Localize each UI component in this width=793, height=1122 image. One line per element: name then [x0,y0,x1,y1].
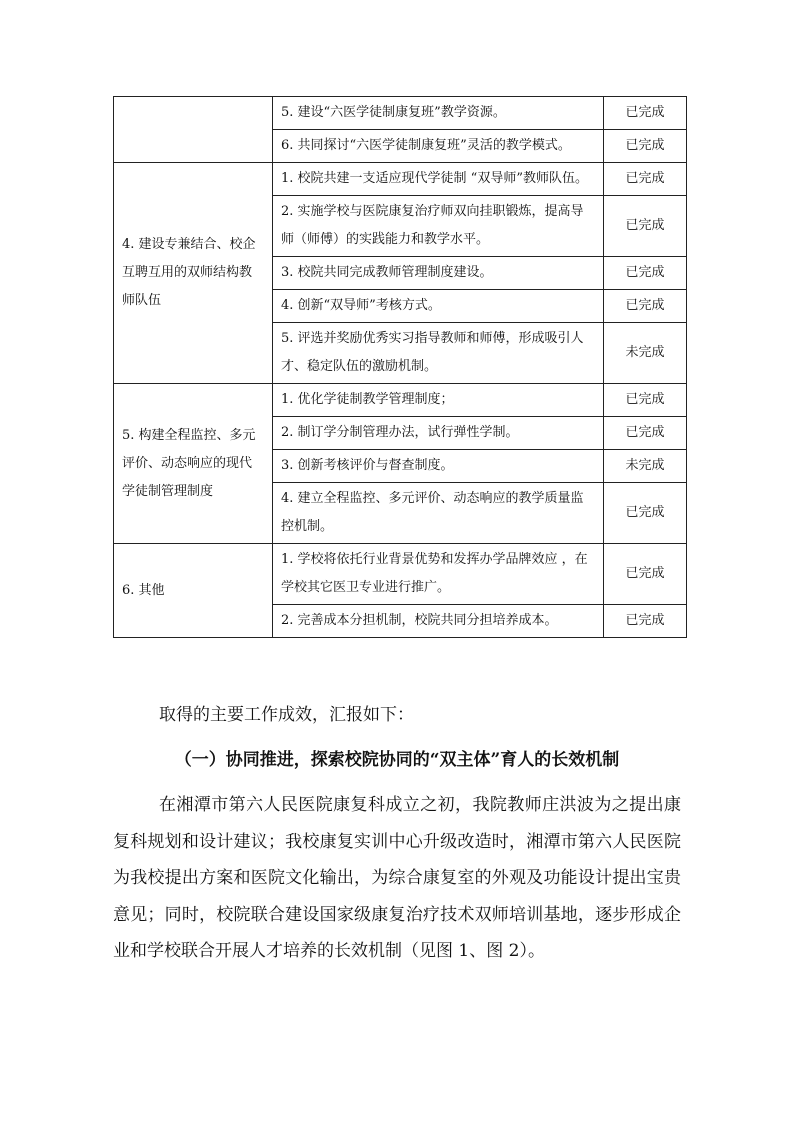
status-cell: 已完成 [604,163,687,196]
status-cell: 已完成 [604,257,687,290]
task-cell: 2. 完善成本分担机制，校院共同分担培养成本。 [273,605,604,638]
task-cell: 2. 制订学分制管理办法，试行弹性学制。 [273,417,604,450]
task-cell: 1. 优化学徒制教学管理制度； [273,384,604,417]
category-cell [114,97,273,163]
status-cell: 已完成 [604,483,687,544]
intro-text: 取得的主要工作成效，汇报如下： [159,705,414,725]
task-cell: 1. 校院共建一支适应现代学徒制 “双导师”教师队伍。 [273,163,604,196]
task-cell: 4. 建立全程监控、多元评价、动态响应的教学质量监控机制。 [273,483,604,544]
status-cell: 已完成 [604,97,687,130]
status-cell: 已完成 [604,290,687,323]
table-row [114,97,687,130]
status-cell: 已完成 [604,384,687,417]
task-cell: 5. 建设“六医学徒制康复班”教学资源。 [273,97,604,130]
progress-table [113,96,687,638]
status-cell: 未完成 [604,323,687,384]
category-cell: 6. 其他 [114,544,273,638]
table-row [114,384,687,417]
status-cell: 未完成 [604,450,687,483]
status-cell: 已完成 [604,417,687,450]
category-cell: 5. 构建全程监控、多元评价、动态响应的现代学徒制管理制度 [114,384,273,544]
task-cell: 5. 评选并奖励优秀实习指导教师和师傅，形成吸引人才、稳定队伍的激励机制。 [273,323,604,384]
table-row [114,163,687,196]
status-cell: 已完成 [604,196,687,257]
task-cell: 2. 实施学校与医院康复治疗师双向挂职锻炼，提高导师（师傅）的实践能力和教学水平。 [273,196,604,257]
status-cell: 已完成 [604,130,687,163]
task-cell: 6. 共同探讨“六医学徒制康复班”灵活的教学模式。 [273,130,604,163]
table-row [114,544,687,605]
task-cell: 3. 创新考核评价与督查制度。 [273,450,604,483]
status-cell: 已完成 [604,605,687,638]
task-cell: 1. 学校将依托行业背景优势和发挥办学品牌效应 ，在学校其它医卫专业进行推广。 [273,544,604,605]
body-paragraph: 在湘潭市第六人民医院康复科成立之初，我院教师庄洪波为之提出康复科规划和设计建议；我校康复实训中心升级改造时，湘潭市第六人民医院为我校提出方案和医院文化输出，为综合康复室的外观及功能设计提出宝贵意见；同时，校院联合建设国家级康复治疗技术双师培训基地，逐步形成企业和学校联合开展人才培养的长效机制（见图 1、图 2）。 [113,795,681,961]
task-cell: 4. 创新“双导师”考核方式。 [273,290,604,323]
status-cell: 已完成 [604,544,687,605]
category-cell: 4. 建设专兼结合、校企互聘互用的双师结构教师队伍 [114,163,273,384]
section-heading: （一）协同推进，探索校院协同的“双主体”育人的长效机制 [174,750,620,770]
task-cell: 3. 校院共同完成教师管理制度建设。 [273,257,604,290]
